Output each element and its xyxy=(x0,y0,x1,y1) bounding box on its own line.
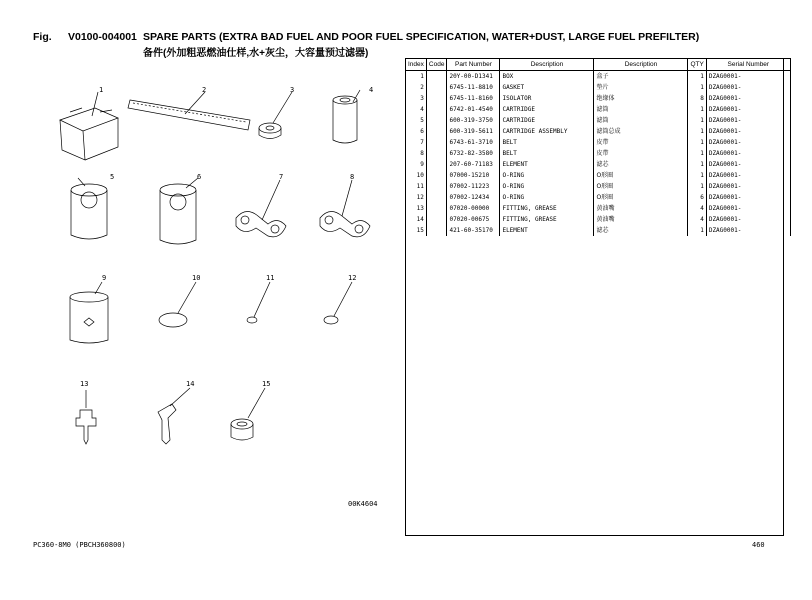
figure-code: V0100-004001 xyxy=(68,31,137,43)
row-code xyxy=(426,225,447,236)
callout-8: 8 xyxy=(350,173,355,181)
callout-11: 11 xyxy=(266,274,275,282)
row-description-en: FITTING, GREASE xyxy=(500,203,594,214)
row-serial-number: DZAG0001- xyxy=(706,115,790,126)
col-code: Code xyxy=(426,59,447,71)
row-description-cn: 黄油嘴 xyxy=(594,214,688,225)
callout-9: 9 xyxy=(102,274,107,282)
row-index: 1 xyxy=(406,71,427,83)
row-serial-number: DZAG0001- xyxy=(706,225,790,236)
row-serial-number: DZAG0001- xyxy=(706,181,790,192)
row-serial-number: DZAG0001- xyxy=(706,93,790,104)
row-description-cn: 盒子 xyxy=(594,71,688,83)
row-serial-number: DZAG0001- xyxy=(706,71,790,83)
row-qty: 1 xyxy=(688,148,706,159)
page-title: SPARE PARTS (EXTRA BAD FUEL AND POOR FUEL SPECIFICATION, WATER+DUST, LARGE FUEL PREFILTER) xyxy=(143,31,700,43)
callout-12: 12 xyxy=(348,274,357,282)
row-serial-number: DZAG0001- xyxy=(706,192,790,203)
row-part-number: 421-60-35170 xyxy=(447,225,500,236)
row-code xyxy=(426,170,447,181)
row-qty: 6 xyxy=(688,192,706,203)
row-description-cn: 垫片 xyxy=(594,82,688,93)
row-code xyxy=(426,192,447,203)
row-index: 11 xyxy=(406,181,427,192)
parts-table xyxy=(405,58,791,236)
row-serial-number: DZAG0001- xyxy=(706,126,790,137)
callout-6: 6 xyxy=(197,173,202,181)
row-description-cn: 滤筒 xyxy=(594,115,688,126)
row-code xyxy=(426,82,447,93)
row-part-number: 6743-61-3710 xyxy=(447,137,500,148)
row-description-en: ELEMENT xyxy=(500,225,594,236)
row-index: 7 xyxy=(406,137,427,148)
callout-15: 15 xyxy=(262,380,271,388)
row-qty: 4 xyxy=(688,203,706,214)
grease-fitting-13-drawing xyxy=(76,390,96,444)
row-index: 14 xyxy=(406,214,427,225)
row-serial-number: DZAG0001- xyxy=(706,170,790,181)
row-part-number: 6732-82-3580 xyxy=(447,148,500,159)
row-serial-number: DZAG0001- xyxy=(706,82,790,93)
row-index: 13 xyxy=(406,203,427,214)
row-qty: 1 xyxy=(688,82,706,93)
row-part-number: 6745-11-8160 xyxy=(447,93,500,104)
row-description-cn: 滤芯 xyxy=(594,225,688,236)
row-description-en: CARTRIDGE ASSEMBLY xyxy=(500,126,594,137)
table-row xyxy=(406,82,791,93)
row-part-number: 6745-11-8810 xyxy=(447,82,500,93)
col-description-cn: Description xyxy=(594,59,688,71)
table-row xyxy=(406,104,791,115)
callout-13: 13 xyxy=(80,380,89,388)
table-row xyxy=(406,203,791,214)
page-number: 460 xyxy=(752,541,765,549)
row-qty: 1 xyxy=(688,170,706,181)
table-header-row xyxy=(406,59,791,71)
table-row xyxy=(406,137,791,148)
belt-7-drawing xyxy=(236,180,286,237)
row-index: 8 xyxy=(406,148,427,159)
table-row xyxy=(406,115,791,126)
gasket-part-drawing xyxy=(128,92,250,130)
row-qty: 1 xyxy=(688,115,706,126)
row-description-en: O-RING xyxy=(500,170,594,181)
table-row xyxy=(406,148,791,159)
row-description-cn: O形圈 xyxy=(594,192,688,203)
table-row xyxy=(406,159,791,170)
row-code xyxy=(426,93,447,104)
row-part-number: 07002-12434 xyxy=(447,192,500,203)
col-part-number: Part Number xyxy=(447,59,500,71)
element-9-drawing xyxy=(70,282,108,343)
footer-model: PC360-8M0 (PBCH360800) xyxy=(33,541,126,549)
row-description-en: GASKET xyxy=(500,82,594,93)
row-description-en: FITTING, GREASE xyxy=(500,214,594,225)
drawing-number: 00K4604 xyxy=(348,500,378,508)
row-description-cn: O形圈 xyxy=(594,170,688,181)
row-description-en: BELT xyxy=(500,148,594,159)
oring-12-drawing xyxy=(324,282,352,324)
row-part-number: 20Y-00-D1341 xyxy=(447,71,500,83)
table-row xyxy=(406,181,791,192)
table-row xyxy=(406,192,791,203)
row-description-cn: 黄油嘴 xyxy=(594,203,688,214)
row-description-en: CARTRIDGE xyxy=(500,115,594,126)
table-row xyxy=(406,225,791,236)
table-row xyxy=(406,214,791,225)
row-qty: 4 xyxy=(688,214,706,225)
row-code xyxy=(426,159,447,170)
row-code xyxy=(426,137,447,148)
row-index: 5 xyxy=(406,115,427,126)
row-part-number: 6742-01-4540 xyxy=(447,104,500,115)
callout-4: 4 xyxy=(369,86,374,94)
row-index: 6 xyxy=(406,126,427,137)
row-part-number: 07020-00675 xyxy=(447,214,500,225)
col-index: Index xyxy=(406,59,427,71)
row-description-cn: 滤筒总成 xyxy=(594,126,688,137)
row-description-en: ELEMENT xyxy=(500,159,594,170)
grease-fitting-14-drawing xyxy=(158,388,190,444)
row-qty: 1 xyxy=(688,181,706,192)
row-description-en: BOX xyxy=(500,71,594,83)
row-serial-number: DZAG0001- xyxy=(706,159,790,170)
row-index: 15 xyxy=(406,225,427,236)
callout-5: 5 xyxy=(110,173,115,181)
row-serial-number: DZAG0001- xyxy=(706,214,790,225)
row-serial-number: DZAG0001- xyxy=(706,148,790,159)
row-part-number: 07000-15210 xyxy=(447,170,500,181)
row-code xyxy=(426,115,447,126)
cartridge-5-drawing xyxy=(71,178,107,239)
callout-14: 14 xyxy=(186,380,195,388)
row-index: 10 xyxy=(406,170,427,181)
row-code xyxy=(426,71,447,83)
oring-10-drawing xyxy=(159,282,196,327)
row-qty: 1 xyxy=(688,104,706,115)
col-qty: QTY xyxy=(688,59,706,71)
oring-11-drawing xyxy=(247,282,270,323)
row-index: 12 xyxy=(406,192,427,203)
row-code xyxy=(426,148,447,159)
col-serial-number: Serial Number xyxy=(706,59,790,71)
row-description-cn: 滤芯 xyxy=(594,159,688,170)
callout-7: 7 xyxy=(279,173,284,181)
row-description-cn: 滤筒 xyxy=(594,104,688,115)
row-description-cn: O形圈 xyxy=(594,181,688,192)
row-description-en: CARTRIDGE xyxy=(500,104,594,115)
row-part-number: 600-319-5611 xyxy=(447,126,500,137)
row-index: 3 xyxy=(406,93,427,104)
row-qty: 1 xyxy=(688,159,706,170)
row-description-en: O-RING xyxy=(500,192,594,203)
table-row xyxy=(406,170,791,181)
row-serial-number: DZAG0001- xyxy=(706,203,790,214)
row-description-en: BELT xyxy=(500,137,594,148)
cartridge-assembly-drawing xyxy=(160,178,198,244)
row-code xyxy=(426,126,447,137)
row-qty: 8 xyxy=(688,93,706,104)
row-index: 2 xyxy=(406,82,427,93)
callout-3: 3 xyxy=(290,86,295,94)
row-description-cn: 绝缘体 xyxy=(594,93,688,104)
row-description-en: ISOLATOR xyxy=(500,93,594,104)
row-serial-number: DZAG0001- xyxy=(706,104,790,115)
row-description-cn: 皮带 xyxy=(594,148,688,159)
row-qty: 1 xyxy=(688,71,706,83)
row-description-cn: 皮带 xyxy=(594,137,688,148)
isolator-part-drawing xyxy=(259,92,292,139)
row-code xyxy=(426,203,447,214)
box-part-drawing xyxy=(60,92,118,160)
row-part-number: 07020-00000 xyxy=(447,203,500,214)
row-part-number: 07002-11223 xyxy=(447,181,500,192)
belt-8-drawing xyxy=(320,180,370,237)
row-part-number: 600-319-3750 xyxy=(447,115,500,126)
col-description-en: Description xyxy=(500,59,594,71)
row-index: 4 xyxy=(406,104,427,115)
page-title-chinese: 备件(外加粗恶燃油仕样,水+灰尘，大容量预过滤器) xyxy=(143,48,369,59)
table-row xyxy=(406,71,791,83)
row-code xyxy=(426,104,447,115)
row-qty: 1 xyxy=(688,126,706,137)
figure-label: Fig. xyxy=(33,31,52,43)
table-row xyxy=(406,93,791,104)
callout-1: 1 xyxy=(99,86,104,94)
callout-10: 10 xyxy=(192,274,201,282)
row-serial-number: DZAG0001- xyxy=(706,137,790,148)
row-code xyxy=(426,181,447,192)
cartridge-4-drawing xyxy=(333,90,360,143)
row-qty: 1 xyxy=(688,225,706,236)
table-row xyxy=(406,126,791,137)
row-qty: 1 xyxy=(688,137,706,148)
row-part-number: 207-60-71183 xyxy=(447,159,500,170)
row-description-en: O-RING xyxy=(500,181,594,192)
row-index: 9 xyxy=(406,159,427,170)
callout-2: 2 xyxy=(202,86,207,94)
element-15-drawing xyxy=(231,388,265,440)
row-code xyxy=(426,214,447,225)
